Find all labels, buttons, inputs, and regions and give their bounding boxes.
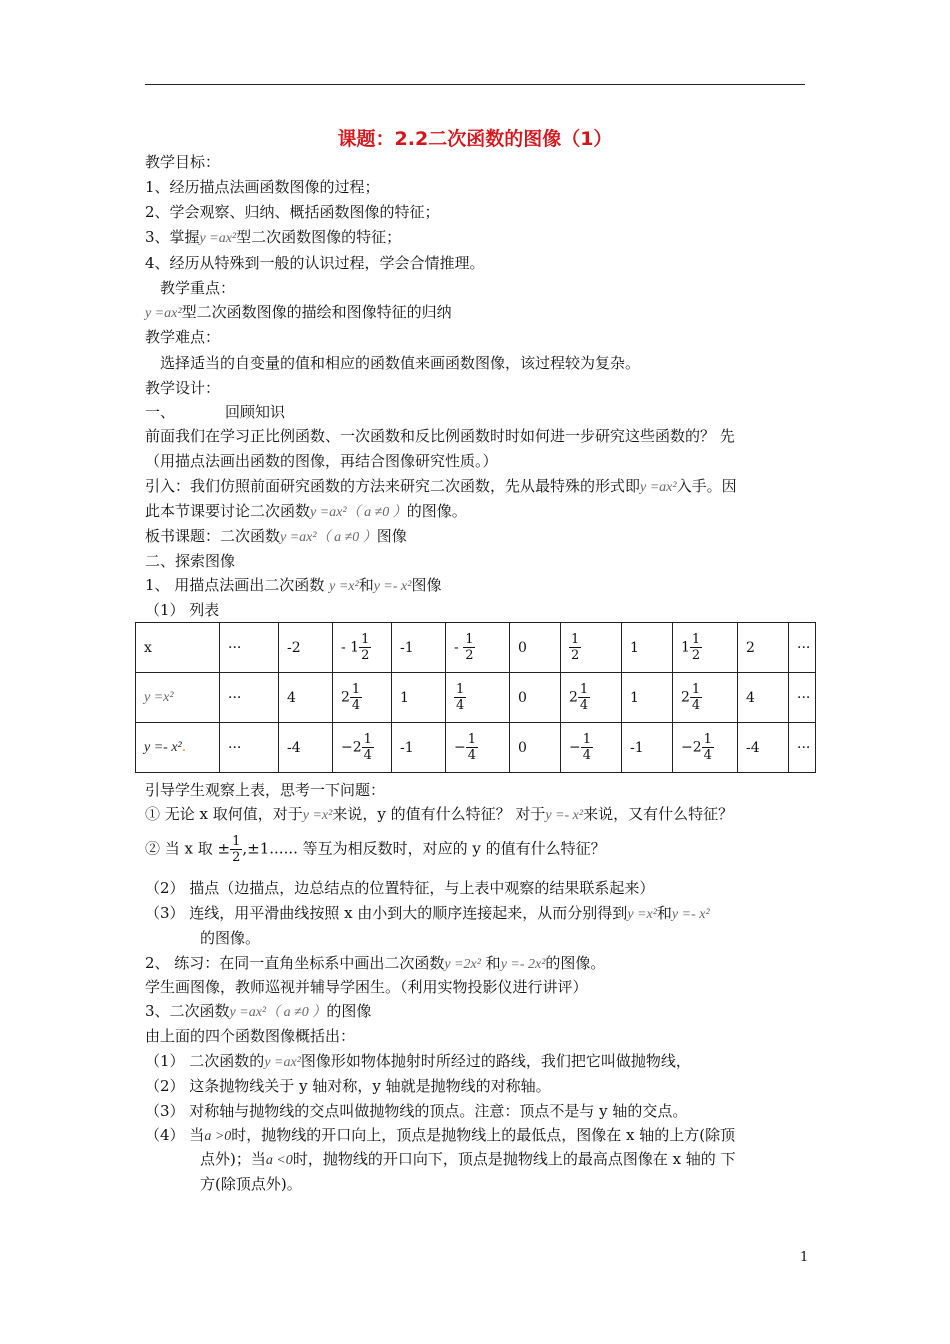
table-cell: 1 [392, 673, 446, 723]
objective-4: 4、经历从特殊到一般的认识过程，学会合情推理。 [145, 254, 485, 272]
conclusion-3: （3） 对称轴与抛物线的交点叫做抛物线的顶点。注意：顶点不是与 y 轴的交点。 [145, 1102, 688, 1120]
section1-p1: 前面我们在学习正比例函数、一次函数和反比例函数时时如何进一步研究这些函数的？ 先 [145, 427, 735, 445]
question-1: ① 无论 x 取何值，对于y =x²来说，y 的值有什么特征？ 对于y =- x²来说，又有什么特征？ [145, 805, 734, 823]
practice-note: 学生画图像，教师巡视并辅导学困生。（利用实物投影仪进行讲评） [145, 978, 588, 996]
page-number: 1 [800, 1250, 809, 1265]
key-points-text: y =ax²型二次函数图像的描绘和图像特征的归纳 [145, 303, 452, 321]
table-cell: 0 [510, 673, 561, 723]
table-cell: x [136, 623, 220, 673]
table-cell: ··· [220, 723, 279, 773]
objectives-heading: 教学目标： [145, 153, 221, 171]
conclusion-4-end: 方(除顶点外)。 [200, 1175, 302, 1193]
objective-2: 2、学会观察、归纳、概括函数图像的特征； [145, 203, 440, 221]
table-cell: -1 [392, 723, 446, 773]
conclusion-1: （1） 二次函数的y =ax²图像形如物体抛射时所经过的路线，我们把它叫做抛物线， [145, 1052, 691, 1070]
conclusion-4-cont: 点外)；当a <0时，抛物线的开口向下，顶点是抛物线上的最高点图像在 x 轴的 下 [200, 1150, 736, 1168]
step-2: （2） 描点（边描点，边总结点的位置特征，与上表中观察的结果联系起来） [145, 879, 655, 897]
table-cell: -2 [279, 623, 333, 673]
table-cell: y =- x². [136, 723, 220, 773]
table-row [136, 673, 816, 723]
table-cell: 0 [510, 723, 561, 773]
table-row [136, 723, 816, 773]
table-cell: −2 $\frac{1}{4}$ [673, 723, 738, 773]
section1-p5: 板书课题：二次函数y =ax²（ a ≠0 ）图像 [145, 527, 407, 545]
table-cell: ··· [220, 673, 279, 723]
table-cell: 4 [279, 673, 333, 723]
table-cell: ··· [789, 673, 816, 723]
table-cell: - 1 $\frac{1}{2}$ [333, 623, 392, 673]
table-cell: -1 [622, 723, 673, 773]
part-3-heading: 3、二次函数y =ax²（ a ≠0 ）的图像 [145, 1002, 372, 1020]
section2-step1: 1、 用描点法画出二次函数 y =x²和y =- x²图像 [145, 576, 442, 594]
table-row [136, 623, 816, 673]
objective-1: 1、经历描点法画函数图像的过程； [145, 178, 380, 196]
objective-3: 3、掌握y =ax²型二次函数图像的特征； [145, 228, 402, 246]
table-cell: $\frac{1}{2}$ [561, 623, 622, 673]
header-rule [145, 84, 805, 85]
table-cell: 1 [622, 623, 673, 673]
step-3: （3） 连线，用平滑曲线按照 x 由小到大的顺序连接起来，从而分别得到y =x²和y =- x² [145, 904, 710, 922]
table-cell: ··· [220, 623, 279, 673]
table-cell: $\frac{1}{4}$ [446, 673, 510, 723]
table-cell: 2 $\frac{1}{4}$ [561, 673, 622, 723]
section1-heading: 一、 回顾知识 [145, 403, 286, 421]
table-cell: -1 [392, 623, 446, 673]
section2-heading: 二、探索图像 [145, 552, 236, 570]
table-cell: 4 [738, 673, 789, 723]
table-cell: y =x² [136, 673, 220, 723]
table-cell: ··· [789, 723, 816, 773]
table-cell: − $\frac{1}{4}$ [446, 723, 510, 773]
section2-step1a: （1） 列表 [145, 601, 220, 619]
table-cell: −2 $\frac{1}{4}$ [333, 723, 392, 773]
table-cell: - $\frac{1}{2}$ [446, 623, 510, 673]
key-points-heading: 教学重点： [160, 279, 236, 297]
table-cell: − $\frac{1}{4}$ [561, 723, 622, 773]
table-cell: 2 $\frac{1}{4}$ [673, 673, 738, 723]
difficulty-text: 选择适当的自变量的值和相应的函数值来画函数图像，该过程较为复杂。 [160, 354, 641, 372]
step-3-cont: 的图像。 [200, 929, 261, 947]
question-2: ② 当 x 取 ± $\frac{1}{2}$ ,±1...... 等互为相反数时，对应的 y 的值有什么特征？ [145, 834, 606, 865]
practice: 2、 练习：在同一直角坐标系中画出二次函数y =2x² 和y =- 2x²的图像。 [145, 954, 606, 972]
section1-p4: 此本节课要讨论二次函数y =ax²（ a ≠0 ）的图像。 [145, 502, 467, 520]
page-title: 课题：2.2二次函数的图像（1） [337, 128, 613, 150]
conclusion-4: （4） 当a >0时，抛物线的开口向上，顶点是抛物线上的最低点，图像在 x 轴的上方(除顶 [145, 1126, 736, 1144]
conclusion-2: （2） 这条抛物线关于 y 轴对称，y 轴就是抛物线的对称轴。 [145, 1077, 551, 1095]
table-cell: -4 [279, 723, 333, 773]
table-cell: 0 [510, 623, 561, 673]
part-3-intro: 由上面的四个函数图像概括出： [145, 1027, 356, 1045]
table-cell: ··· [789, 623, 816, 673]
section1-p2: （用描点法画出函数的图像，再结合图像研究性质。） [145, 452, 498, 470]
difficulty-heading: 教学难点： [145, 328, 221, 346]
table-cell: 1 [622, 673, 673, 723]
table-intro: 引导学生观察上表，思考一下问题： [145, 781, 386, 799]
section1-p3: 引入：我们仿照前面研究函数的方法来研究二次函数，先从最特殊的形式即y =ax²入手。因 [145, 477, 737, 495]
table-cell: 2 [738, 623, 789, 673]
table-cell: 2 $\frac{1}{4}$ [333, 673, 392, 723]
table-cell: -4 [738, 723, 789, 773]
table-cell: 1 $\frac{1}{2}$ [673, 623, 738, 673]
value-table [135, 622, 816, 773]
design-heading: 教学设计： [145, 379, 221, 397]
